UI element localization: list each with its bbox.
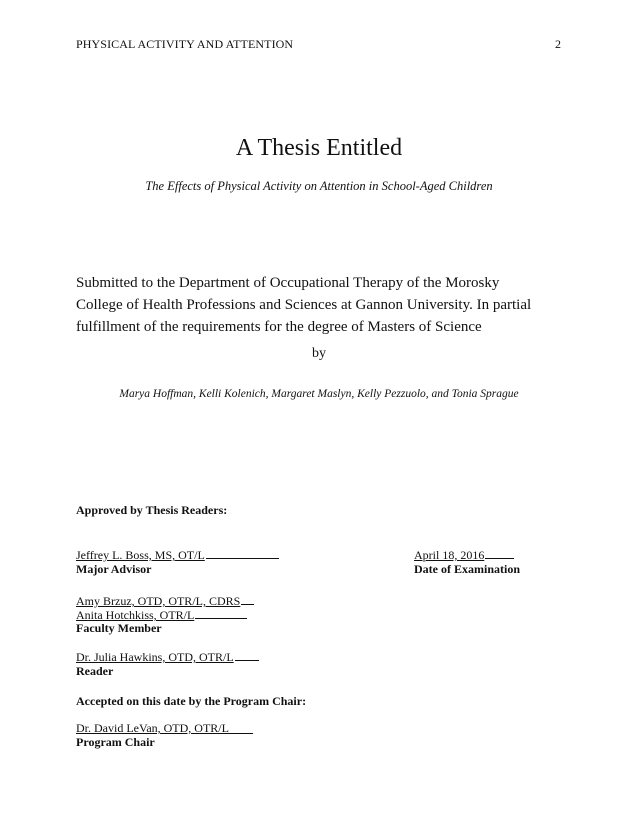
major-advisor-role: Major Advisor bbox=[76, 562, 152, 576]
major-advisor-signature bbox=[76, 548, 279, 563]
submission-line: fulfillment of the requirements for the degree of Masters of Science bbox=[76, 319, 482, 335]
chair-signature bbox=[76, 721, 253, 736]
faculty-member-1-name: Amy Brzuz, OTD, OTR/L, CDRS bbox=[76, 594, 241, 608]
thesis-subtitle: The Effects of Physical Activity on Attention in School-Aged Children bbox=[145, 179, 493, 193]
reader-signature bbox=[76, 650, 259, 665]
signature-line bbox=[206, 557, 279, 559]
faculty-member-2-name: Anita Hotchkiss, OTR/L bbox=[76, 608, 195, 622]
submission-line: College of Health Professions and Sciences at Gannon University. In partial bbox=[76, 297, 532, 313]
faculty-member-1-signature bbox=[76, 594, 254, 609]
approvals-heading: Approved by Thesis Readers: bbox=[76, 503, 228, 517]
submission-paragraph bbox=[76, 272, 566, 338]
chair-name: Dr. David LeVan, OTD, OTR/L____ bbox=[76, 721, 253, 735]
by-text: by bbox=[312, 346, 326, 361]
signature-line bbox=[235, 659, 259, 661]
chair-heading: Accepted on this date by the Program Chair: bbox=[76, 694, 307, 708]
authors-list: Marya Hoffman, Kelli Kolenich, Margaret Maslyn, Kelly Pezzuolo, and Tonia Sprague bbox=[119, 388, 519, 400]
thesis-title: A Thesis Entitled bbox=[235, 135, 403, 161]
running-head: PHYSICAL ACTIVITY AND ATTENTION bbox=[76, 37, 294, 51]
page-number: 2 bbox=[555, 37, 561, 51]
exam-date-label: Date of Examination bbox=[414, 562, 520, 576]
major-advisor-name: Jeffrey L. Boss, MS, OT/L bbox=[76, 548, 205, 562]
signature-line bbox=[241, 603, 254, 605]
exam-date-signature bbox=[414, 548, 514, 563]
signature-line bbox=[195, 617, 247, 619]
exam-date: April 18, 2016 bbox=[414, 548, 485, 562]
reader-name: Dr. Julia Hawkins, OTD, OTR/L bbox=[76, 650, 234, 664]
reader-role: Reader bbox=[76, 664, 114, 678]
chair-role: Program Chair bbox=[76, 735, 155, 749]
submission-line: Submitted to the Department of Occupational Therapy of the Morosky bbox=[76, 275, 500, 291]
faculty-member-role: Faculty Member bbox=[76, 621, 162, 635]
signature-line bbox=[485, 557, 514, 559]
